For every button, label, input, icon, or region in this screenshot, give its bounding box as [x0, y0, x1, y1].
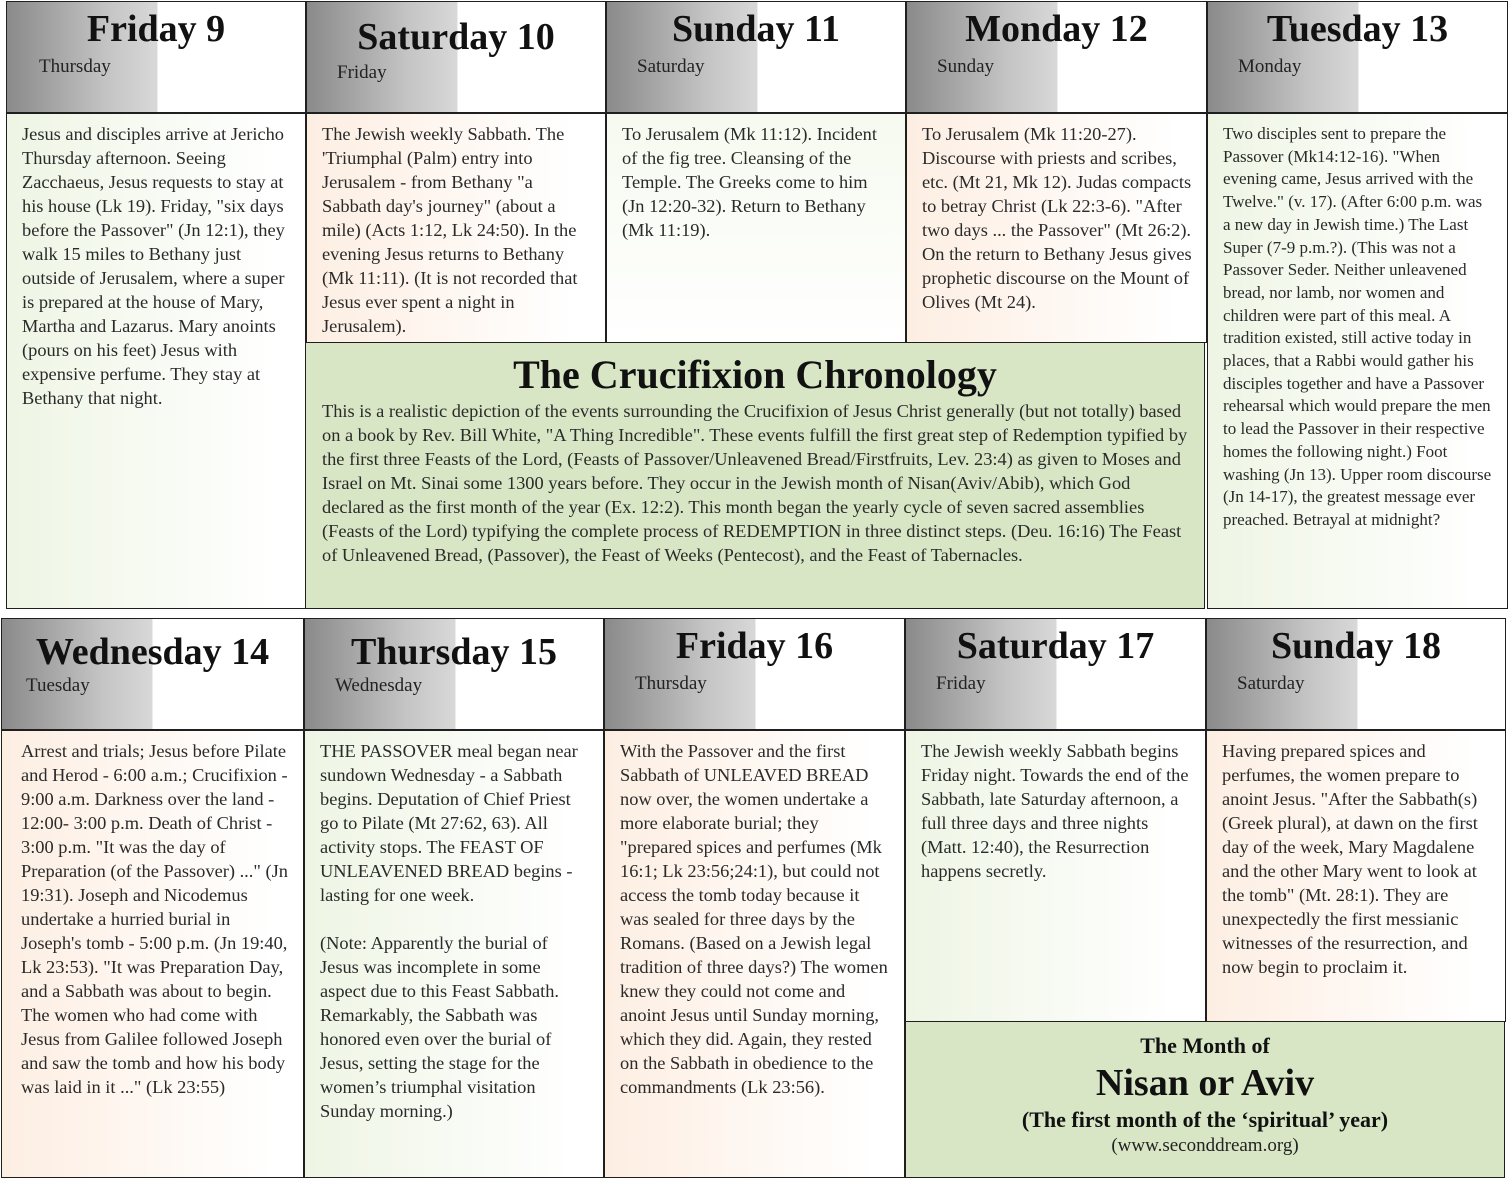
day-title: Saturday 10 — [357, 16, 555, 58]
day-header-sunday-18 — [1206, 618, 1506, 730]
day-text: Two disciples sent to prepare the Passover (Mk14:12-16). "When evening came, Jesus arrived with the Twelve." (v. 17). (After 6:00 p.m. was a new day in Jewish time.) The Last Super (7-9 p.m.?). (This was not a Passover Seder. Neither unleavened bread, nor lamb, nor women and children were part of this meal. A tradition existed, still active today in places, that a Rabbi would gather his disciples together and have a Passover rehearsal which would prepare the men to lead the Passover in their respective homes the following night.) Foot washing (Jn 13). Upper room discourse (Jn 14-17), the greatest message ever preached. Betrayal at midnight? — [1223, 124, 1492, 529]
day-body-saturday-17 — [905, 730, 1206, 1022]
day-subtitle: Saturday — [637, 56, 705, 77]
day-body-wednesday-14 — [1, 730, 304, 1178]
day-header-monday-12 — [906, 1, 1207, 113]
day-header-wednesday-14 — [1, 618, 304, 730]
day-title: Friday 16 — [675, 625, 834, 667]
day-body-thursday-15 — [304, 730, 604, 1178]
day-body-friday-9 — [6, 113, 306, 609]
day-title: Wednesday 14 — [35, 631, 270, 673]
month-label: The Month of — [1140, 1033, 1270, 1058]
day-subtitle: Friday — [337, 62, 387, 83]
day-header-thursday-15 — [304, 618, 604, 730]
day-subtitle: Friday — [936, 673, 986, 694]
day-text: With the Passover and the first Sabbath of UNLEAVED BREAD now over, the women undertake a more elaborate burial; they "prepared spices and perfumes (Mk 16:1; Lk 23:56;24:1), but could not access the tomb today because it was sealed for three days by the Romans. (Based on a Jewish legal tradition of three days?) The women knew they could not come and anoint Jesus until Sunday morning, which they did. Again, they rested on the Sabbath in obedience to the commandments (Lk 23:56). — [620, 741, 888, 1097]
day-subtitle: Thursday — [39, 56, 111, 77]
chronology-title: The Crucifixion Chronology — [513, 352, 997, 397]
day-title: Saturday 17 — [956, 625, 1155, 667]
chronology-text: This is a realistic depiction of the events surrounding the Crucifixion of Jesus Christ generally (but not totally) based on a book by Rev. Bill White, "A Thing Incredible". These events fulfill the first great step of Redemption typified by the first three Feasts of the Lord, (Feasts of Passover/Unleavened Bread/Firstfruits, Lev. 23:4) as given to Moses and Israel on Mt. Sinai some 1300 years before. They occur in the Jewish month of Nisan(Aviv/Abib), which God declared as the first month of the year (Ex. 12:2). This month began the yearly cycle of seven sacred assemblies (Feasts of the Lord) typifying the complete process of REDEMPTION in three distinct steps. (Deu. 16:16) The Feast of Unleavened Bread, (Passover), the Feast of Weeks (Pentecost), and the Feast of Tabernacles. — [322, 401, 1188, 565]
day-body-friday-16 — [604, 730, 905, 1178]
day-title: Friday 9 — [86, 8, 226, 50]
day-title: Sunday 18 — [1270, 625, 1442, 667]
day-text: Arrest and trials; Jesus before Pilate and Herod - 6:00 a.m.; Crucifixion - 9:00 a.m. Darkness over the land - 12:00- 3:00 p.m. Death of Christ - 3:00 p.m. "It was the day of Preparation (of the Passover) ..." (Jn 19:31). Joseph and Nicodemus undertake a hurried burial in Joseph's tomb - 5:00 p.m. (Jn 19:40, Lk 23:53). "It was Preparation Day, and a Sabbath was about to begin. The women who had come with Jesus from Galilee followed Joseph and saw the tomb and how his body was laid in it ..." (Lk 23:55) — [21, 741, 288, 1097]
day-subtitle: Tuesday — [26, 675, 90, 696]
day-title: Thursday 15 — [351, 631, 557, 673]
day-title: Tuesday 13 — [1266, 8, 1449, 50]
day-body-sunday-18 — [1206, 730, 1506, 1022]
month-name: Nisan or Aviv — [1095, 1062, 1315, 1104]
day-header-friday-9 — [6, 1, 306, 113]
day-body-saturday-10 — [306, 113, 606, 343]
month-panel — [905, 1021, 1505, 1178]
day-subtitle: Thursday — [635, 673, 707, 694]
day-subtitle: Wednesday — [335, 675, 423, 696]
day-text: Having prepared spices and perfumes, the women prepare to anoint Jesus. "After the Sabbath(s) (Greek plural), at dawn on the first day of the week, Mary Magdalene and the other Mary went to look at the tomb" (Mt. 28:1). They are unexpectedly the first messianic witnesses of the resurrection, and now begin to proclaim it. — [1222, 741, 1478, 977]
day-body-tuesday-13 — [1207, 113, 1508, 609]
day-text: The Jewish weekly Sabbath begins Friday night. Towards the end of the Sabbath, late Saturday afternoon, a full three days and three nights (Matt. 12:40), the Resurrection happens secretly. — [921, 741, 1189, 881]
day-text: To Jerusalem (Mk 11:12). Incident of the fig tree. Cleansing of the Temple. The Greeks come to him (Jn 12:20-32). Return to Bethany (Mk 11:19). — [622, 124, 877, 240]
day-header-tuesday-13 — [1207, 1, 1508, 113]
day-text-group — [305, 731, 603, 1123]
day-subtitle: Sunday — [937, 56, 994, 77]
day-subtitle: Monday — [1238, 56, 1302, 77]
day-header-saturday-10 — [306, 1, 606, 113]
month-description: (The first month of the ‘spiritual’ year) — [1021, 1107, 1389, 1132]
day-header-friday-16 — [604, 618, 905, 730]
day-text: The Jewish weekly Sabbath. The 'Triumphal (Palm) entry into Jerusalem - from Bethany "a Sabbath day's journey" (about a mile) (Acts 1:12, Lk 24:50). In the evening Jesus returns to Bethany (Mk 11:11). (It is not recorded that Jesus ever spent a night in Jerusalem). — [322, 124, 578, 336]
day-text: THE PASSOVER meal began near sundown Wednesday - a Sabbath begins. Deputation of Chief Priest go to Pilate (Mt 27:62, 63). All activity stops. The FEAST OF UNLEAVENED BREAD begins - lasting for one week. — [320, 741, 578, 905]
day-title: Sunday 11 — [672, 8, 840, 50]
website-credit: (www.seconddream.org) — [1111, 1135, 1299, 1156]
chronology-panel — [305, 342, 1205, 609]
day-header-saturday-17 — [905, 618, 1206, 730]
day-text-note: (Note: Apparently the burial of Jesus was incomplete in some aspect due to this Feast Sabbath. Remarkably, the Sabbath was honored even over the burial of Jesus, setting the stage for the women’s triumphal visitation Sunday morning.) — [320, 933, 560, 1121]
day-title: Monday 12 — [965, 8, 1148, 50]
day-text: To Jerusalem (Mk 11:20-27). Discourse with priests and scribes, etc. (Mt 21, Mk 12). Judas compacts to betray Christ (Lk 22:3-6). "After two days ... the Passover" (Mt 26:2). On the return to Bethany Jesus gives prophetic discourse on the Mount of Olives (Mt 24). — [922, 124, 1192, 312]
day-body-sunday-11 — [606, 113, 906, 343]
day-text: Jesus and disciples arrive at Jericho Thursday afternoon. Seeing Zacchaeus, Jesus requests to stay at his house (Lk 19). Friday, "six days before the Passover" (Jn 12:1), they walk 15 miles to Bethany just outside of Jerusalem, where a super is prepared at the house of Mary, Martha and Lazarus. Mary anoints (pours on his feet) Jesus with expensive perfume. They stay at Bethany that night. — [22, 124, 285, 408]
day-subtitle: Saturday — [1237, 673, 1305, 694]
day-header-sunday-11 — [606, 1, 906, 113]
day-body-monday-12 — [906, 113, 1207, 343]
